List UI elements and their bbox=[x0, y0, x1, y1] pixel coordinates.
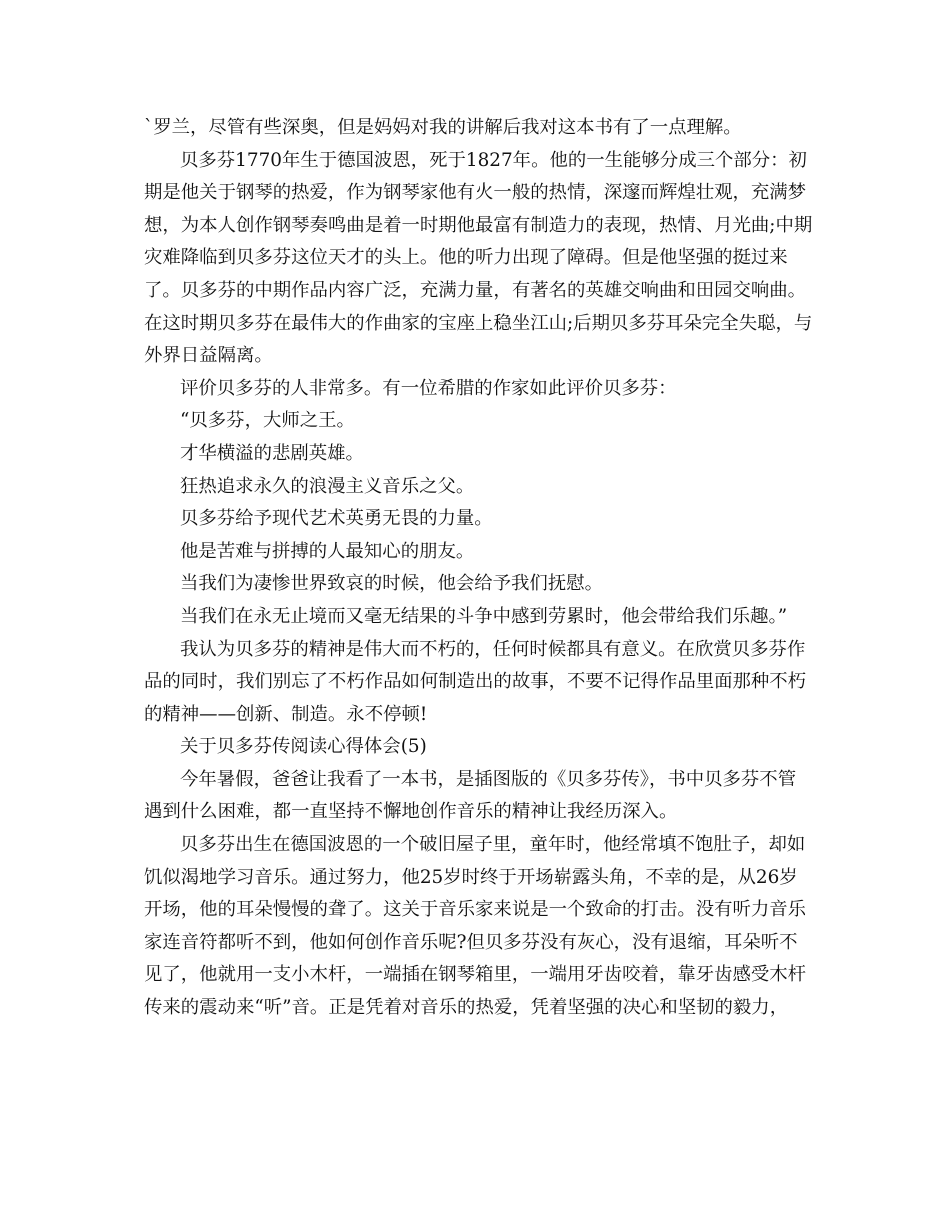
quote-line: 狂热追求永久的浪漫主义音乐之父。 bbox=[180, 475, 475, 497]
quote-line: 当我们为凄惨世界致哀的时候，他会给予我们抚慰。 bbox=[180, 573, 603, 595]
paragraph: 评价贝多芬的人非常多。有一位希腊的作家如此评价贝多芬： bbox=[180, 377, 677, 399]
paragraph: 贝多芬1770年生于德国波恩，死于1827年。他的一生能够分成三个部分：初期是他关于钢琴的热爱，作为钢琴家他有火一般的热情，深邃而辉煌壮观，充满梦想，为本人创作钢琴奏鸣曲是着一时期他最富有制造力的表现，热情、月光曲;中期灾难降临到贝多芬这位天才的头上。他的听力出现了障碍。但是他坚强的挺过来了。贝多芬的中期作品内容广泛，充满力量，有著名的英雄交响曲和田园交响曲。在这时期贝多芬在最伟大的作曲家的宝座上稳坐江山;后期贝多芬耳朵完全失聪，与外界日益隔离。 bbox=[144, 149, 813, 367]
document-body bbox=[144, 112, 814, 1025]
quote-line: 才华横溢的悲剧英雄。 bbox=[180, 442, 364, 464]
paragraph: 贝多芬出生在德国波恩的一个破旧屋子里，童年时，他经常填不饱肚子，却如饥似渴地学习音乐。通过努力，他25岁时终于开场崭露头角，不幸的是，从26岁开场，他的耳朵慢慢的聋了。这关于音乐家来说是一个致命的打击。没有听力音乐家连音符都听不到，他如何创作音乐呢?但贝多芬没有灰心，没有退缩，耳朵听不见了，他就用一支小木杆，一端插在钢琴箱里，一端用牙齿咬着，靠牙齿感受木杆传来的震动来“听”音。正是凭着对音乐的热爱，凭着坚强的决心和坚韧的毅力， bbox=[144, 834, 807, 1019]
quote-line: 当我们在永无止境而又毫无结果的斗争中感到劳累时，他会带给我们乐趣。” bbox=[180, 605, 788, 627]
paragraph: 我认为贝多芬的精神是伟大而不朽的，任何时候都具有意义。在欣赏贝多芬作品的同时，我们别忘了不朽作品如何制造出的故事，不要不记得作品里面那种不朽的精神——创新、制造。永不停顿! bbox=[144, 638, 807, 725]
paragraph: 今年暑假，爸爸让我看了一本书，是插图版的《贝多芬传》，书中贝多芬不管遇到什么困难，都一直坚持不懈地创作音乐的精神让我经历深入。 bbox=[144, 768, 797, 823]
quote-line: “贝多芬，大师之王。 bbox=[180, 410, 355, 432]
section-heading: 关于贝多芬传阅读心得体会(5) bbox=[180, 736, 427, 758]
paragraph: `罗兰，尽管有些深奥，但是妈妈对我的讲解后我对这本书有了一点理解。 bbox=[144, 117, 742, 138]
quote-line: 贝多芬给予现代艺术英勇无畏的力量。 bbox=[180, 508, 493, 530]
quote-line: 他是苦难与拼搏的人最知心的朋友。 bbox=[180, 540, 475, 562]
